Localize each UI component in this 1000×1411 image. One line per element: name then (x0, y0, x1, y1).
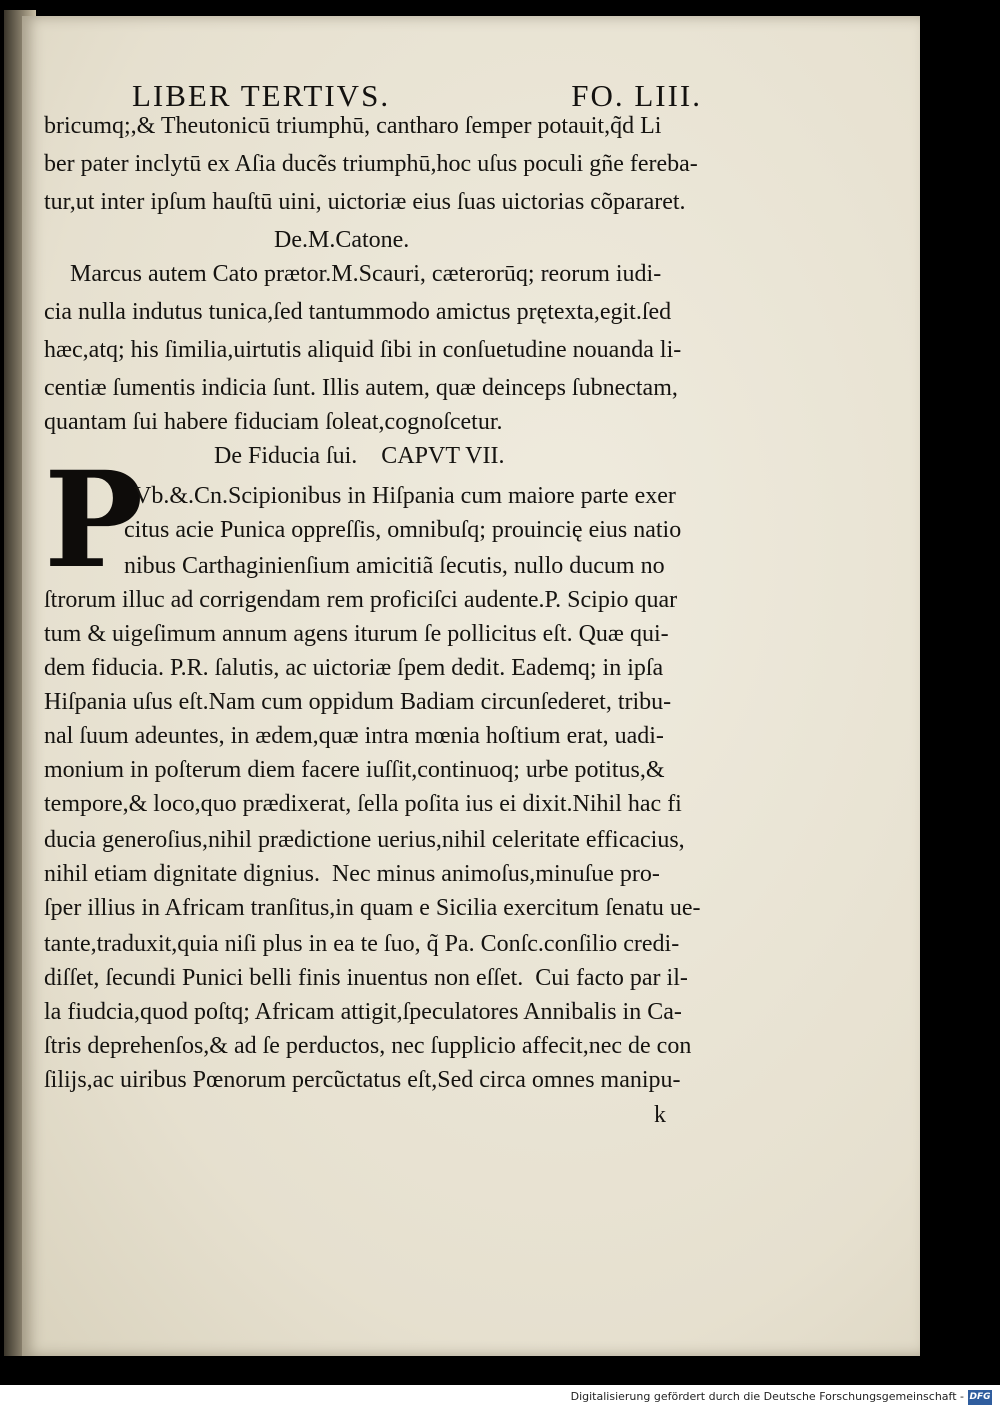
text-line: cia nulla indutus tunica,ſed tantummodo amictus prętexta,egit.ſed (44, 299, 672, 325)
folio-number: FO. LIII. (571, 78, 702, 113)
dfg-logo: DFG (968, 1390, 992, 1405)
footer-bar (0, 1385, 1000, 1411)
text-line: Marcus autem Cato prætor.M.Scauri, cæterorūq; reorum iudi- (70, 261, 662, 287)
text-line: centiæ ſumentis indicia ſunt. Illis autem, quæ deinceps ſubnectam, (44, 375, 678, 401)
text-line: diſſet, ſecundi Punici belli finis inuentus non eſſet. Cui facto par il- (44, 965, 688, 991)
text-line: ducia generoſius,nihil prædictione uerius,nihil celeritate efficacius, (44, 827, 685, 853)
text-line: ſper illius in Africam tranſitus,in quam e Sicilia exercitum ſenatu ue- (44, 895, 701, 921)
drop-cap: P (44, 443, 144, 598)
text-line: bricumq;,& Theutonicū triumphū, cantharo ſemper potauit,q̃d Li (44, 113, 662, 139)
chapter-heading: De Fiducia ſui. CAPVT VII. (214, 443, 505, 469)
text-line: Hiſpania uſus eſt.Nam cum oppidum Badiam circunſederet, tribu- (44, 689, 672, 715)
text-line: tante,traduxit,quia niſi plus in ea te ſuo, q̃ Pa. Conſc.conſilio credi- (44, 931, 680, 957)
text-line: nal ſuum adeuntes, in ædem,quæ intra mœnia hoſtium erat, uadi- (44, 723, 664, 749)
text-line: tum & uigeſimum annum agens iturum ſe pollicitus eſt. Quæ qui- (44, 621, 669, 647)
text-line: nihil etiam dignitate dignius. Nec minus animoſus,minuſue pro- (44, 861, 660, 887)
text-line: nibus Carthaginienſium amicitiã ſecutis, nullo ducum no (124, 553, 665, 579)
text-line: ſtrorum illuc ad corrigendam rem proficiſci audente.P. Scipio quar (44, 587, 678, 613)
text-line: tur,ut inter ipſum hauſtū uini, uictoriæ eius ſuas uictorias cõpararet. (44, 189, 686, 215)
text-line: quantam ſui habere fiduciam ſoleat,cognoſcetur. (44, 409, 503, 435)
text-line: la fiudcia,quod poſtq; Africam attigit,ſpeculatores Annibalis in Ca- (44, 999, 682, 1025)
text-line: hæc,atq; his ſimilia,uirtutis aliquid ſibi in conſuetudine nouanda li- (44, 337, 682, 363)
text-line: ber pater inclytū ex Aſia ducẽs triumphū,hoc uſus poculi gñe fereba- (44, 151, 698, 177)
text-line: citus acie Punica oppreſſis, omnibuſq; prouincię eius natio (124, 517, 682, 543)
text-line: ſtris deprehenſos,& ad ſe perductos, nec ſupplicio affecit,nec de con (44, 1033, 692, 1059)
signature-mark: k (654, 1102, 666, 1128)
text-line: Vb.&.Cn.Scipionibus in Hiſpania cum maiore parte exer (134, 483, 676, 509)
text-line: monium in poſterum diem facere iuſſit,continuoq; urbe potitus,& (44, 757, 665, 783)
digitization-credit: Digitalisierung gefördert durch die Deutsche Forschungsgemeinschaft - (570, 1390, 964, 1403)
text-line: ſilijs,ac uiribus Pœnorum percũctatus eſt,Sed circa omnes manipu- (44, 1067, 681, 1093)
text-line: dem fiducia. P.R. ſalutis, ac uictoriæ ſpem dedit. Eademq; in ipſa (44, 655, 664, 681)
running-head: LIBER TERTIVS. (132, 78, 391, 113)
section-heading: De.M.Catone. (274, 227, 410, 253)
text-line: tempore,& loco,quo prædixerat, ſella poſita ius ei dixit.Nihil hac fi (44, 791, 682, 817)
